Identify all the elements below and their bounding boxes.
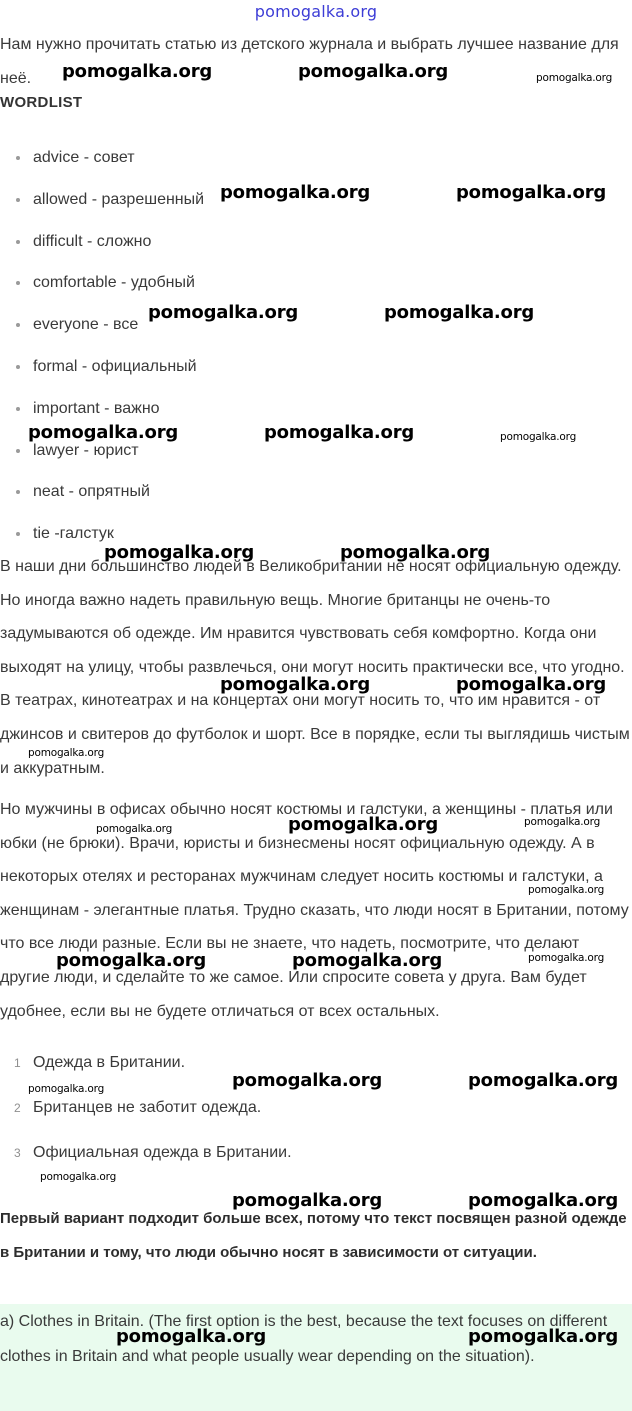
watermark: pomogalka.org bbox=[468, 1326, 619, 1347]
watermark: pomogalka.org bbox=[292, 950, 443, 971]
watermark: pomogalka.org bbox=[340, 542, 491, 563]
watermark: pomogalka.org bbox=[40, 1171, 117, 1183]
watermark: pomogalka.org bbox=[288, 814, 439, 835]
watermark: pomogalka.org bbox=[528, 884, 605, 896]
article-paragraph-1: В наши дни большинство людей в Великобритании не носят официальную одежду. Но иногда важно надеть правильную вещь. Многие британцы не очень-то задумываются об одежде. Им нравится чувствовать себя комфортно. Когда они выходят на улицу, чтобы развлечься, они могут носить практически все, что угодно. В театрах, кинотеатрах и на концертах они могут носить то, что им нравится - от джинсов и свитеров до футболок и шорт. Все в порядке, если ты выглядишь чистым и аккуратным. bbox=[0, 558, 630, 777]
watermark: pomogalka.org bbox=[28, 747, 105, 759]
watermark: pomogalka.org bbox=[116, 1326, 267, 1347]
watermark: pomogalka.org bbox=[62, 61, 213, 82]
wordlist-item: advice - совет bbox=[0, 137, 204, 179]
option-item bbox=[0, 1091, 292, 1136]
wordlist-item: tie -галстук bbox=[0, 513, 204, 555]
wordlist bbox=[0, 137, 204, 555]
option-text: Одежда в Британии. bbox=[33, 1054, 186, 1071]
watermark: pomogalka.org bbox=[456, 674, 607, 695]
watermark: pomogalka.org bbox=[384, 302, 535, 323]
title-options bbox=[0, 1046, 292, 1181]
watermark: pomogalka.org bbox=[232, 1070, 383, 1091]
watermark: pomogalka.org bbox=[148, 302, 299, 323]
wordlist-item: formal - официальный bbox=[0, 346, 204, 388]
watermark: pomogalka.org bbox=[220, 674, 371, 695]
watermark: pomogalka.org bbox=[524, 816, 601, 828]
option-number: 1 bbox=[14, 1056, 21, 1070]
wordlist-item: allowed - разрешенный bbox=[0, 179, 204, 221]
option-number: 3 bbox=[14, 1146, 21, 1160]
watermark: pomogalka.org bbox=[232, 1190, 383, 1211]
intro-text: Нам нужно прочитать статью из детского журнала и выбрать лучшее название для неё. bbox=[0, 36, 619, 87]
watermark: pomogalka.org bbox=[28, 422, 179, 443]
wordlist-item: difficult - сложно bbox=[0, 221, 204, 263]
watermark: pomogalka.org bbox=[56, 950, 207, 971]
wordlist-item: everyone - все bbox=[0, 304, 204, 346]
watermark: pomogalka.org bbox=[468, 1070, 619, 1091]
article-paragraph-2: Но мужчины в офисах обычно носят костюмы и галстуки, а женщины - платья или юбки (не брюки). Врачи, юристы и бизнесмены носят официальную одежду. А в некоторых отелях и ресторанах мужчинам следует носить костюмы и галстуки, а женщинам - элегантные платья. Трудно сказать, что люди носят в Британии, потому что все люди разные. Если вы не знаете, что надеть, посмотрите, что делают другие люди, и сделайте то же самое. Или спросите совета у друга. Вам будет удобнее, если вы не будете отличаться от всех остальных. bbox=[0, 801, 629, 1020]
watermark: pomogalka.org bbox=[104, 542, 255, 563]
wordlist-title: WORDLIST bbox=[0, 94, 83, 111]
watermark: pomogalka.org bbox=[96, 823, 173, 835]
answer-explanation: Первый вариант подходит больше всех, потому что текст посвящен разной одежде в Британии и тому, что люди обычно носят в зависимости от ситуации. bbox=[0, 1210, 627, 1261]
watermark: pomogalka.org bbox=[220, 182, 371, 203]
watermark: pomogalka.org bbox=[536, 72, 613, 84]
wordlist-item: comfortable - удобный bbox=[0, 262, 204, 304]
wordlist-item: important - важно bbox=[0, 388, 204, 430]
english-answer: a) Clothes in Britain. (The first option is the best, because the text focuses on different clothes in Britain and what people usually wear depending on the situation). bbox=[0, 1304, 632, 1411]
watermark: pomogalka.org bbox=[528, 952, 605, 964]
watermark: pomogalka.org bbox=[500, 431, 577, 443]
option-number: 2 bbox=[14, 1101, 21, 1115]
watermark: pomogalka.org bbox=[456, 182, 607, 203]
wordlist-item: neat - опрятный bbox=[0, 471, 204, 513]
watermark: pomogalka.org bbox=[264, 422, 415, 443]
site-logo[interactable]: pomogalka.org bbox=[254, 2, 378, 21]
watermark: pomogalka.org bbox=[298, 61, 449, 82]
wordlist-item: lawyer - юрист bbox=[0, 430, 204, 472]
watermark: pomogalka.org bbox=[28, 1083, 105, 1095]
option-text: Британцев не заботит одежда. bbox=[33, 1099, 262, 1116]
watermark: pomogalka.org bbox=[468, 1190, 619, 1211]
option-text: Официальная одежда в Британии. bbox=[33, 1144, 292, 1161]
